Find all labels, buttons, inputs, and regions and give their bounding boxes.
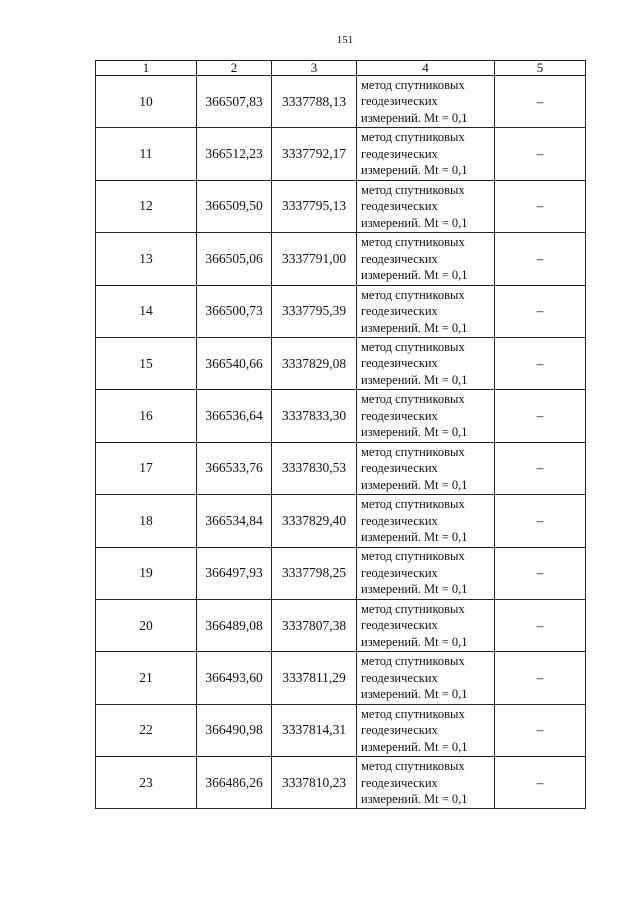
- y-coordinate-cell: 3337833,30: [272, 390, 357, 442]
- x-coordinate-cell: 366500,73: [197, 285, 272, 337]
- y-coordinate-cell: 3337814,31: [272, 704, 357, 756]
- note-cell: –: [495, 337, 586, 389]
- method-text-line: метод спутниковых: [361, 759, 465, 774]
- table-body: [96, 76, 586, 809]
- method-cell: [357, 704, 495, 756]
- y-coordinate-cell: 3337798,25: [272, 547, 357, 599]
- method-text-line: геодезических: [361, 94, 438, 109]
- point-number-cell: 20: [96, 599, 197, 651]
- header-col-3: 3: [272, 61, 357, 76]
- point-number-cell: 12: [96, 180, 197, 232]
- note-cell: –: [495, 757, 586, 809]
- method-text-line: метод спутниковых: [361, 549, 465, 564]
- method-text-line: метод спутниковых: [361, 497, 465, 512]
- method-cell: [357, 180, 495, 232]
- point-number-cell: 22: [96, 704, 197, 756]
- method-cell: [357, 547, 495, 599]
- point-number-cell: 21: [96, 652, 197, 704]
- page-number: 151: [336, 34, 354, 46]
- table-row: [96, 337, 586, 389]
- table-row: [96, 233, 586, 285]
- method-text-line: измерений. Mt = 0,1: [361, 110, 468, 125]
- method-text-line: измерений. Mt = 0,1: [361, 425, 468, 440]
- method-cell: [357, 599, 495, 651]
- table-row: [96, 128, 586, 180]
- method-text-line: геодезических: [361, 723, 438, 738]
- method-cell: [357, 652, 495, 704]
- y-coordinate-cell: 3337829,08: [272, 337, 357, 389]
- method-text-line: метод спутниковых: [361, 130, 465, 145]
- x-coordinate-cell: 366493,60: [197, 652, 272, 704]
- method-cell: [357, 390, 495, 442]
- method-text-line: измерений. Mt = 0,1: [361, 530, 468, 545]
- method-cell: [357, 337, 495, 389]
- x-coordinate-cell: 366497,93: [197, 547, 272, 599]
- y-coordinate-cell: 3337788,13: [272, 76, 357, 128]
- method-text-line: измерений. Mt = 0,1: [361, 687, 468, 702]
- method-cell: [357, 233, 495, 285]
- method-text-line: измерений. Mt = 0,1: [361, 477, 468, 492]
- method-text-line: измерений. Mt = 0,1: [361, 163, 468, 178]
- table-row: [96, 495, 586, 547]
- method-text-line: геодезических: [361, 670, 438, 685]
- method-cell: [357, 442, 495, 494]
- x-coordinate-cell: 366540,66: [197, 337, 272, 389]
- table-row: [96, 547, 586, 599]
- method-text-line: геодезических: [361, 356, 438, 371]
- y-coordinate-cell: 3337830,53: [272, 442, 357, 494]
- table-row: [96, 76, 586, 128]
- method-text-line: измерений. Mt = 0,1: [361, 372, 468, 387]
- table-row: [96, 442, 586, 494]
- table-row: [96, 390, 586, 442]
- method-text-line: метод спутниковых: [361, 601, 465, 616]
- table-row: [96, 704, 586, 756]
- method-text-line: геодезических: [361, 513, 438, 528]
- point-number-cell: 11: [96, 128, 197, 180]
- table-row: [96, 599, 586, 651]
- y-coordinate-cell: 3337795,39: [272, 285, 357, 337]
- method-text-line: геодезических: [361, 461, 438, 476]
- method-text-line: измерений. Mt = 0,1: [361, 582, 468, 597]
- point-number-cell: 15: [96, 337, 197, 389]
- header-col-1: 1: [96, 61, 197, 76]
- point-number-cell: 23: [96, 757, 197, 809]
- method-text-line: геодезических: [361, 618, 438, 633]
- table-row: [96, 757, 586, 809]
- x-coordinate-cell: 366534,84: [197, 495, 272, 547]
- method-text-line: метод спутниковых: [361, 339, 465, 354]
- y-coordinate-cell: 3337810,23: [272, 757, 357, 809]
- method-text-line: геодезических: [361, 251, 438, 266]
- method-text-line: измерений. Mt = 0,1: [361, 792, 468, 807]
- note-cell: –: [495, 442, 586, 494]
- method-text-line: измерений. Mt = 0,1: [361, 268, 468, 283]
- point-number-cell: 17: [96, 442, 197, 494]
- header-col-4: 4: [357, 61, 495, 76]
- method-text-line: метод спутниковых: [361, 287, 465, 302]
- method-text-line: измерений. Mt = 0,1: [361, 320, 468, 335]
- table-row: [96, 180, 586, 232]
- note-cell: –: [495, 652, 586, 704]
- point-number-cell: 14: [96, 285, 197, 337]
- note-cell: –: [495, 704, 586, 756]
- method-cell: [357, 757, 495, 809]
- method-text-line: измерений. Mt = 0,1: [361, 634, 468, 649]
- x-coordinate-cell: 366512,23: [197, 128, 272, 180]
- header-col-5: 5: [495, 61, 586, 76]
- x-coordinate-cell: 366536,64: [197, 390, 272, 442]
- y-coordinate-cell: 3337792,17: [272, 128, 357, 180]
- note-cell: –: [495, 495, 586, 547]
- method-cell: [357, 495, 495, 547]
- x-coordinate-cell: 366533,76: [197, 442, 272, 494]
- x-coordinate-cell: 366507,83: [197, 76, 272, 128]
- y-coordinate-cell: 3337795,13: [272, 180, 357, 232]
- y-coordinate-cell: 3337829,40: [272, 495, 357, 547]
- method-cell: [357, 76, 495, 128]
- y-coordinate-cell: 3337791,00: [272, 233, 357, 285]
- table-row: [96, 652, 586, 704]
- point-number-cell: 10: [96, 76, 197, 128]
- x-coordinate-cell: 366509,50: [197, 180, 272, 232]
- method-text-line: метод спутниковых: [361, 392, 465, 407]
- method-text-line: метод спутниковых: [361, 706, 465, 721]
- method-text-line: метод спутниковых: [361, 654, 465, 669]
- note-cell: –: [495, 285, 586, 337]
- table-header-row: [96, 61, 586, 76]
- x-coordinate-cell: 366486,26: [197, 757, 272, 809]
- method-text-line: геодезических: [361, 304, 438, 318]
- method-text-line: метод спутниковых: [361, 182, 465, 197]
- x-coordinate-cell: 366505,06: [197, 233, 272, 285]
- note-cell: –: [495, 128, 586, 180]
- method-text-line: метод спутниковых: [361, 235, 465, 250]
- note-cell: –: [495, 180, 586, 232]
- x-coordinate-cell: 366489,08: [197, 599, 272, 651]
- point-number-cell: 13: [96, 233, 197, 285]
- method-text-line: геодезических: [361, 565, 438, 580]
- note-cell: –: [495, 390, 586, 442]
- table-row: [96, 285, 586, 337]
- method-cell: [357, 128, 495, 180]
- x-coordinate-cell: 366490,98: [197, 704, 272, 756]
- note-cell: –: [495, 599, 586, 651]
- method-text-line: измерений. Mt = 0,1: [361, 215, 468, 230]
- coordinates-table: [95, 60, 586, 809]
- y-coordinate-cell: 3337811,29: [272, 652, 357, 704]
- method-text-line: геодезических: [361, 408, 438, 423]
- note-cell: –: [495, 76, 586, 128]
- header-col-2: 2: [197, 61, 272, 76]
- point-number-cell: 19: [96, 547, 197, 599]
- method-text-line: метод спутниковых: [361, 77, 465, 92]
- method-text-line: геодезических: [361, 775, 438, 790]
- method-text-line: геодезических: [361, 146, 438, 161]
- point-number-cell: 16: [96, 390, 197, 442]
- point-number-cell: 18: [96, 495, 197, 547]
- method-text-line: метод спутниковых: [361, 444, 465, 459]
- note-cell: –: [495, 547, 586, 599]
- method-cell: [357, 285, 495, 337]
- method-text-line: измерений. Mt = 0,1: [361, 739, 468, 754]
- note-cell: –: [495, 233, 586, 285]
- method-text-line: геодезических: [361, 199, 438, 214]
- y-coordinate-cell: 3337807,38: [272, 599, 357, 651]
